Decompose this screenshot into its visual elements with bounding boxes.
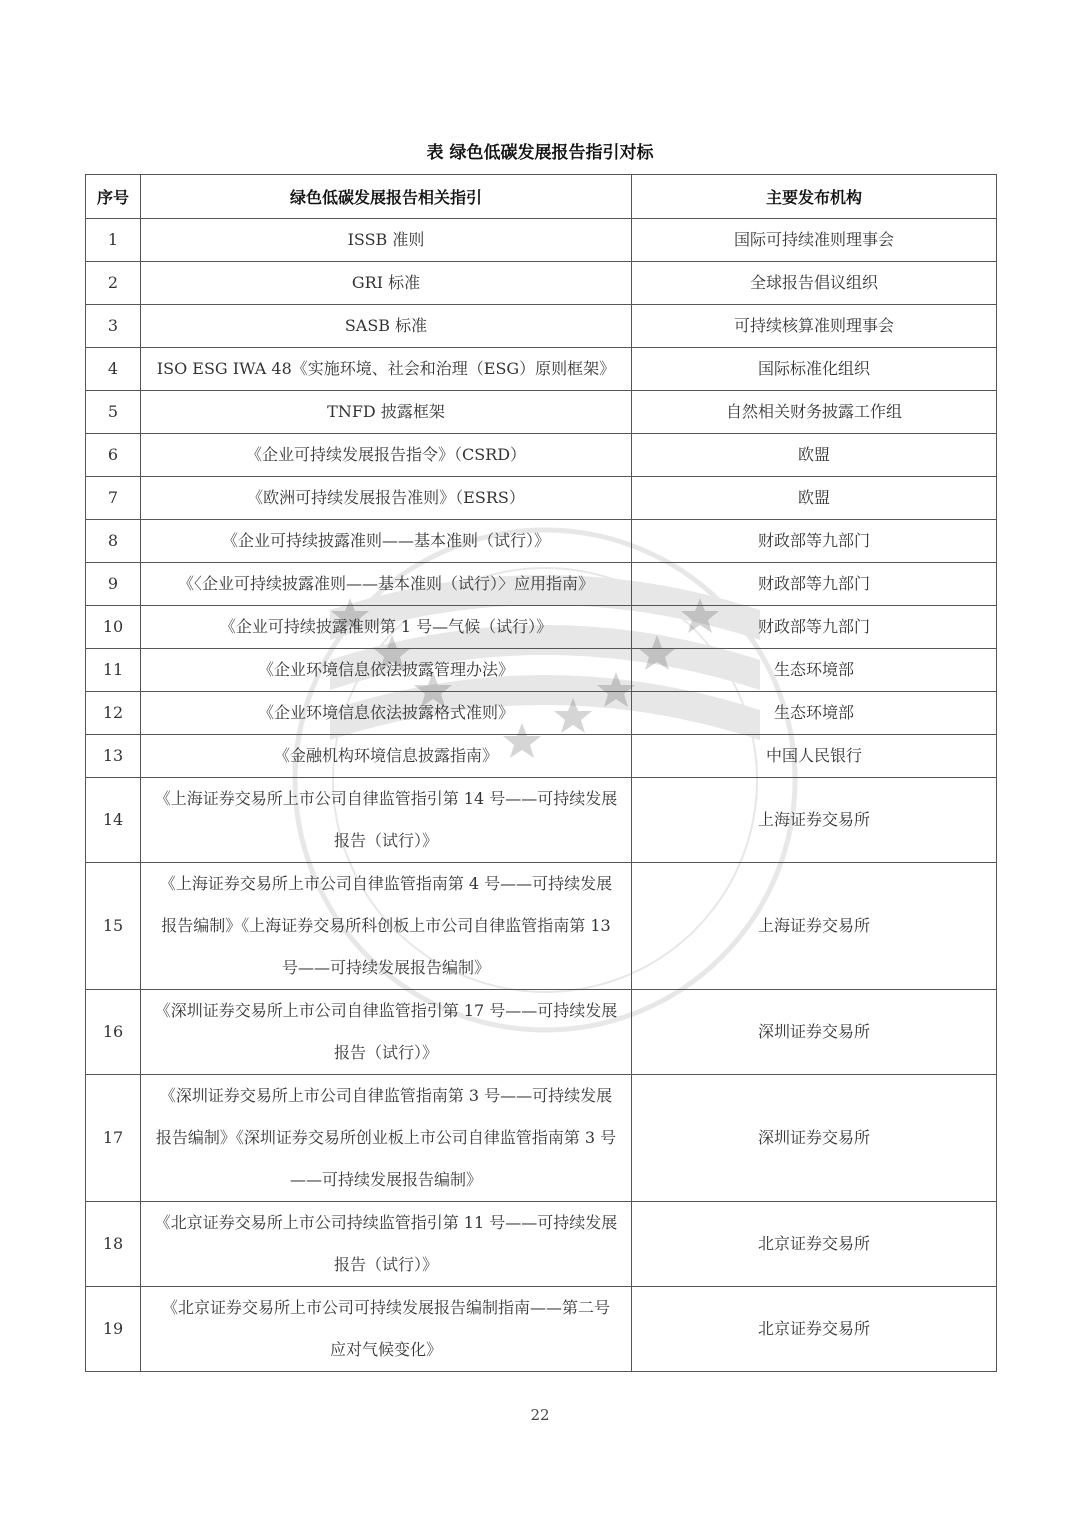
row-index-cell: 6 — [86, 434, 141, 477]
table-row — [86, 348, 997, 391]
organization-cell: 可持续核算准则理事会 — [632, 305, 997, 348]
page-title: 表 绿色低碳发展报告指引对标 — [426, 143, 654, 163]
organization-cell: 深圳证券交易所 — [632, 990, 997, 1075]
table-row — [86, 778, 997, 863]
table-row — [86, 219, 997, 262]
table-header-row — [86, 175, 997, 219]
organization-cell: 欧盟 — [632, 434, 997, 477]
guideline-cell: 《欧洲可持续发展报告准则》（ESRS） — [141, 477, 632, 520]
organization-cell: 北京证券交易所 — [632, 1202, 997, 1287]
guideline-cell: 《〈企业可持续披露准则——基本准则（试行）〉应用指南》 — [141, 563, 632, 606]
organization-cell: 财政部等九部门 — [632, 563, 997, 606]
row-index-cell: 19 — [86, 1287, 141, 1372]
table-row — [86, 262, 997, 305]
row-index-cell: 13 — [86, 735, 141, 778]
table-row — [86, 1287, 997, 1372]
table-row — [86, 305, 997, 348]
column-header-guideline: 绿色低碳发展报告相关指引 — [141, 175, 632, 219]
row-index-cell: 8 — [86, 520, 141, 563]
organization-cell: 欧盟 — [632, 477, 997, 520]
guideline-cell: 《企业可持续披露准则——基本准则（试行）》 — [141, 520, 632, 563]
organization-cell: 生态环境部 — [632, 692, 997, 735]
guidelines-table — [85, 174, 997, 1372]
row-index-cell: 11 — [86, 649, 141, 692]
column-header-organization: 主要发布机构 — [632, 175, 997, 219]
row-index-cell: 10 — [86, 606, 141, 649]
organization-cell: 财政部等九部门 — [632, 606, 997, 649]
table-row — [86, 735, 997, 778]
row-index-cell: 12 — [86, 692, 141, 735]
organization-cell: 财政部等九部门 — [632, 520, 997, 563]
table-row — [86, 990, 997, 1075]
row-index-cell: 18 — [86, 1202, 141, 1287]
row-index-cell: 14 — [86, 778, 141, 863]
table-row — [86, 391, 997, 434]
table-row — [86, 863, 997, 990]
table-row — [86, 649, 997, 692]
guideline-cell: TNFD 披露框架 — [141, 391, 632, 434]
organization-cell: 自然相关财务披露工作组 — [632, 391, 997, 434]
table-row — [86, 1075, 997, 1202]
column-header-index: 序号 — [86, 175, 141, 219]
organization-cell: 深圳证券交易所 — [632, 1075, 997, 1202]
organization-cell: 国际可持续准则理事会 — [632, 219, 997, 262]
guideline-cell: 《企业可持续披露准则第 1 号—气候（试行）》 — [141, 606, 632, 649]
table-row — [86, 477, 997, 520]
organization-cell: 全球报告倡议组织 — [632, 262, 997, 305]
row-index-cell: 5 — [86, 391, 141, 434]
row-index-cell: 1 — [86, 219, 141, 262]
guideline-cell: 《上海证券交易所上市公司自律监管指南第 4 号——可持续发展报告编制》《上海证券交易所科创板上市公司自律监管指南第 13 号——可持续发展报告编制》 — [141, 863, 632, 990]
row-index-cell: 2 — [86, 262, 141, 305]
row-index-cell: 15 — [86, 863, 141, 990]
row-index-cell: 16 — [86, 990, 141, 1075]
row-index-cell: 4 — [86, 348, 141, 391]
guideline-cell: 《金融机构环境信息披露指南》 — [141, 735, 632, 778]
table-row — [86, 434, 997, 477]
guideline-cell: ISSB 准则 — [141, 219, 632, 262]
guideline-cell: SASB 标准 — [141, 305, 632, 348]
guideline-cell: 《企业环境信息依法披露管理办法》 — [141, 649, 632, 692]
guideline-cell: 《深圳证券交易所上市公司自律监管指引第 17 号——可持续发展报告（试行）》 — [141, 990, 632, 1075]
guideline-cell: 《上海证券交易所上市公司自律监管指引第 14 号——可持续发展报告（试行）》 — [141, 778, 632, 863]
table-body — [86, 219, 997, 1372]
organization-cell: 国际标准化组织 — [632, 348, 997, 391]
guideline-cell: 《北京证券交易所上市公司可持续发展报告编制指南——第二号 应对气候变化》 — [141, 1287, 632, 1372]
guideline-cell: GRI 标准 — [141, 262, 632, 305]
table-row — [86, 692, 997, 735]
page-number: 22 — [530, 1406, 550, 1424]
organization-cell: 生态环境部 — [632, 649, 997, 692]
row-index-cell: 9 — [86, 563, 141, 606]
table-row — [86, 520, 997, 563]
table-row — [86, 1202, 997, 1287]
guideline-cell: 《北京证券交易所上市公司持续监管指引第 11 号——可持续发展报告（试行）》 — [141, 1202, 632, 1287]
guideline-cell: 《企业可持续发展报告指令》（CSRD） — [141, 434, 632, 477]
organization-cell: 北京证券交易所 — [632, 1287, 997, 1372]
row-index-cell: 3 — [86, 305, 141, 348]
organization-cell: 上海证券交易所 — [632, 778, 997, 863]
table-row — [86, 606, 997, 649]
guideline-cell: 《深圳证券交易所上市公司自律监管指南第 3 号——可持续发展报告编制》《深圳证券交易所创业板上市公司自律监管指南第 3 号——可持续发展报告编制》 — [141, 1075, 632, 1202]
organization-cell: 中国人民银行 — [632, 735, 997, 778]
table-row — [86, 563, 997, 606]
guideline-cell: ISO ESG IWA 48《实施环境、社会和治理（ESG）原则框架》 — [141, 348, 632, 391]
row-index-cell: 7 — [86, 477, 141, 520]
organization-cell: 上海证券交易所 — [632, 863, 997, 990]
row-index-cell: 17 — [86, 1075, 141, 1202]
guideline-cell: 《企业环境信息依法披露格式准则》 — [141, 692, 632, 735]
